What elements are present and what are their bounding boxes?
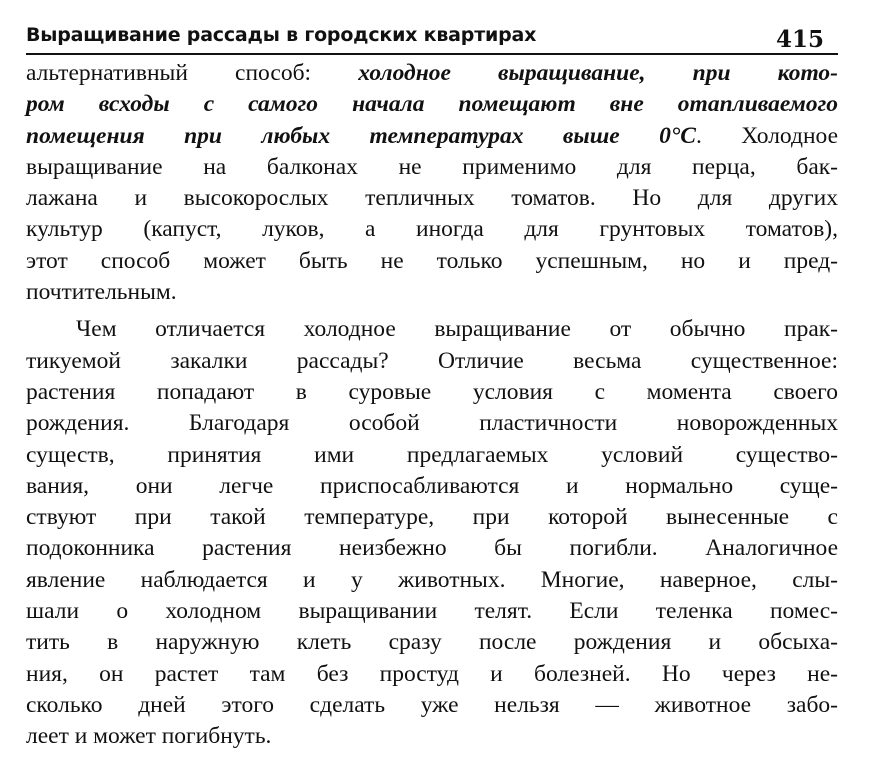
text-line: существ, принятия ими предлагаемых условий существо-	[26, 441, 838, 468]
text-line: ния, он растет там без простуд и болезней. Но через не-	[26, 660, 838, 687]
italic-run: помещения при любых температурах выше 0°С	[26, 122, 696, 149]
text-line: вания, они легче приспосабливаются и нормально суще-	[26, 472, 838, 499]
page-number: 415	[775, 26, 824, 53]
text-run: альтернативный способ:	[26, 60, 359, 86]
text-line: рождения. Благодаря особой пластичности новорожденных	[26, 410, 838, 437]
text-line: Чем отличается холодное выращивание от обычно прак-	[76, 316, 838, 343]
text-line	[26, 58, 838, 89]
text-line: шали о холодном выращивании телят. Если теленка помес-	[26, 598, 838, 625]
text-line: выращивание на балконах не применимо для перца, бак-	[26, 153, 838, 180]
text-line: подоконника растения неизбежно бы погибли. Аналогичное	[26, 535, 838, 562]
book-page	[26, 14, 838, 754]
text-line: тить в наружную клеть сразу после рождения и обсыха-	[26, 629, 838, 656]
text-line: почтительным.	[26, 279, 177, 306]
italic-run: холодное выращивание, при кото-	[358, 60, 838, 86]
paragraph-1	[26, 58, 838, 308]
text-line: ром всходы с самого начала помещают вне отапливаемого	[26, 91, 838, 118]
text-line: культур (капуст, луков, а иногда для грунтовых томатов),	[26, 216, 838, 243]
body-text	[26, 58, 838, 753]
text-line: леет и может погибнуть.	[26, 723, 272, 750]
text-run: . Холодное	[695, 122, 838, 149]
text-line: этот способ может быть не только успешным, но и пред-	[26, 247, 838, 274]
running-title: Выращивание рассады в городских квартирах	[26, 24, 537, 46]
text-line: тикуемой закалки рассады? Отличие весьма существенное:	[26, 347, 838, 374]
running-header	[26, 14, 838, 54]
text-line: ствуют при такой температуре, при которой вынесенные с	[26, 504, 838, 531]
text-line: лажана и высокорослых тепличных томатов. Но для других	[26, 185, 838, 212]
text-line: сколько дней этого сделать уже нельзя — животное забо-	[26, 691, 838, 718]
paragraph-2	[26, 314, 838, 752]
header-rule	[26, 53, 838, 55]
text-line: явление наблюдается и у животных. Многие, наверное, слы-	[26, 566, 838, 593]
text-line	[26, 121, 838, 152]
text-line: растения попадают в суровые условия с момента своего	[26, 378, 838, 405]
